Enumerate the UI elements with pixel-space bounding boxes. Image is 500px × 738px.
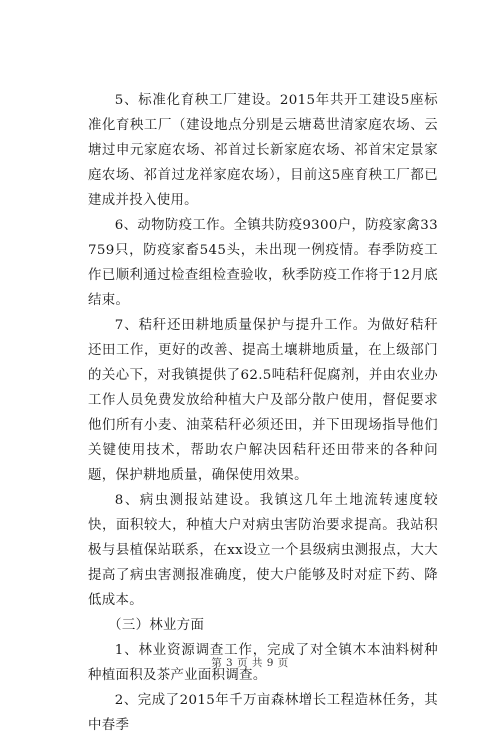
- page-number-footer: 第 3 页 共 9 页: [211, 657, 289, 669]
- paragraph-animal-epidemic-prevention: 6、动物防疫工作。全镇共防疫9300户，防疫家禽33759只，防疫家畜545头，未出现一例疫情。春季防疫工作已顺利通过检查组检查验收，秋季防疫工作将于12月底结束。: [88, 218, 438, 308]
- paragraph-pest-monitoring: 8、病虫测报站建设。我镇这几年土地流转速度较快，面积较大，种植大户对病虫害防治要求提高。我站积极与县植保站联系，在xx设立一个县级病虫测报点，大大提高了病虫害测报准确度，使大户能够及时对症下药、降低成本。: [88, 493, 438, 608]
- paragraph-forest-survey: 1、林业资源调查工作，完成了对全镇木本油料树种种植面积及茶产业面积调查。: [88, 643, 438, 683]
- paragraph-straw-return: 7、秸秆还田耕地质量保护与提升工作。为做好秸秆还田工作，更好的改善、提高土壤耕地质量，在上级部门的关心下，对我镇提供了62.5吨秸秆促腐剂，并由农业办工作人员免费发放给种植大户及部分散户使用，督促要求他们所有小麦、油菜秸秆必须还田，并下田现场指导他们关键使用技术，帮助农户解决因秸秆还田带来的各种问题，保护耕地质量，确保使用效果。: [88, 318, 438, 483]
- section-heading-forestry: （三）林业方面: [108, 618, 205, 633]
- paragraph-seedling-factory: 5、标准化育秧工厂建设。2015年共开工建设5座标准化育秧工厂（建设地点分别是云塘葛世清家庭农场、云塘过申元家庭农场、祁首过长新家庭农场、祁首宋定景家庭农场、祁首过龙祥家庭农场），目前这5座育秧工厂都已建成并投入使用。: [88, 93, 438, 208]
- document-body: [88, 88, 438, 738]
- paragraph-afforestation: 2、完成了2015年千万亩森林增长工程造林任务，其中春季: [88, 693, 438, 733]
